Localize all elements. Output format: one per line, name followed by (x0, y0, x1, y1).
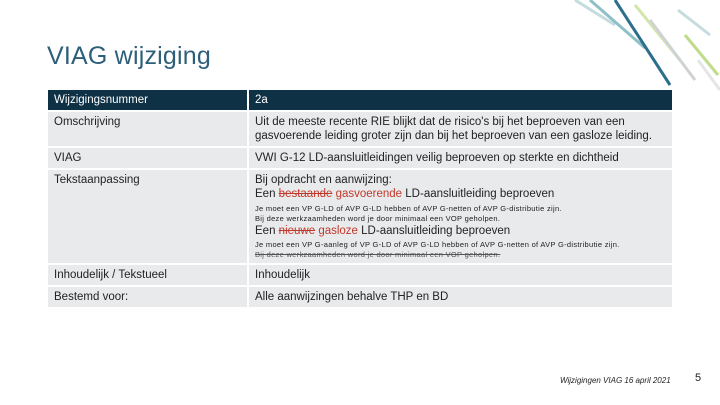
decorative-lines (560, 0, 720, 100)
row-label-omschrijving: Omschrijving (48, 112, 249, 146)
row-value-tekstaanpassing (249, 170, 672, 263)
page-number: 5 (695, 372, 702, 384)
header-value: 2a (249, 90, 672, 110)
note-2a: Je moet een VP G-aanleg of VP G-LD of AVP G-LD hebben of AVP G-netten of AVP G-distributie zijn. (255, 240, 620, 249)
table-row (48, 170, 672, 263)
note-2b: Bij deze werkzaamheden word je door minimaal een VOP geholpen. (255, 250, 501, 259)
row-label-tekstaanpassing: Tekstaanpassing (48, 170, 249, 263)
line2-post: LD-aansluitleiding beproeven (357, 225, 511, 237)
text-intro: Bij opdracht en aanwijzing: (255, 174, 392, 186)
row-value-omschrijving: Uit de meeste recente RIE blijkt dat de risico's bij het beproeven van een gasvoerende leiding groter zijn dan bij het beproeven van een gasloze leiding. (249, 112, 672, 146)
line1-struck: bestaande (278, 188, 333, 200)
row-value-bestemd: Alle aanwijzingen behalve THP en BD (249, 287, 672, 307)
table-row (48, 112, 672, 146)
note-1b: Bij deze werkzaamheden word je door minimaal een VOP geholpen. (255, 214, 501, 223)
table-row (48, 148, 672, 168)
line2-pre: Een (255, 225, 279, 237)
line2-red: gasloze (315, 225, 358, 237)
row-value-inhoudelijk: Inhoudelijk (249, 265, 672, 285)
line1-post: LD-aansluitleiding beproeven (402, 188, 555, 200)
table-row (48, 287, 672, 307)
note-1a: Je moet een VP G-LD of AVP G-LD hebben of AVP G-netten of AVP G-distributie zijn. (255, 204, 562, 213)
header-label: Wijzigingsnummer (48, 90, 249, 110)
page-title: VIAG wijziging (47, 42, 211, 70)
row-label-inhoudelijk: Inhoudelijk / Tekstueel (48, 265, 249, 285)
text-line-1 (255, 187, 666, 201)
line1-red: gasvoerende (332, 188, 403, 200)
text-line-2 (255, 224, 666, 238)
change-table (48, 88, 672, 309)
table-row (48, 265, 672, 285)
line2-struck: nieuwe (278, 225, 316, 237)
row-label-viag: VIAG (48, 148, 249, 168)
line1-pre: Een (255, 188, 279, 200)
footer-text: Wijzigingen VIAG 16 april 2021 (560, 376, 671, 385)
row-label-bestemd: Bestemd voor: (48, 287, 249, 307)
row-value-viag: VWI G-12 LD-aansluitleidingen veilig beproeven op sterkte en dichtheid (249, 148, 672, 168)
table-header-row (48, 90, 672, 110)
